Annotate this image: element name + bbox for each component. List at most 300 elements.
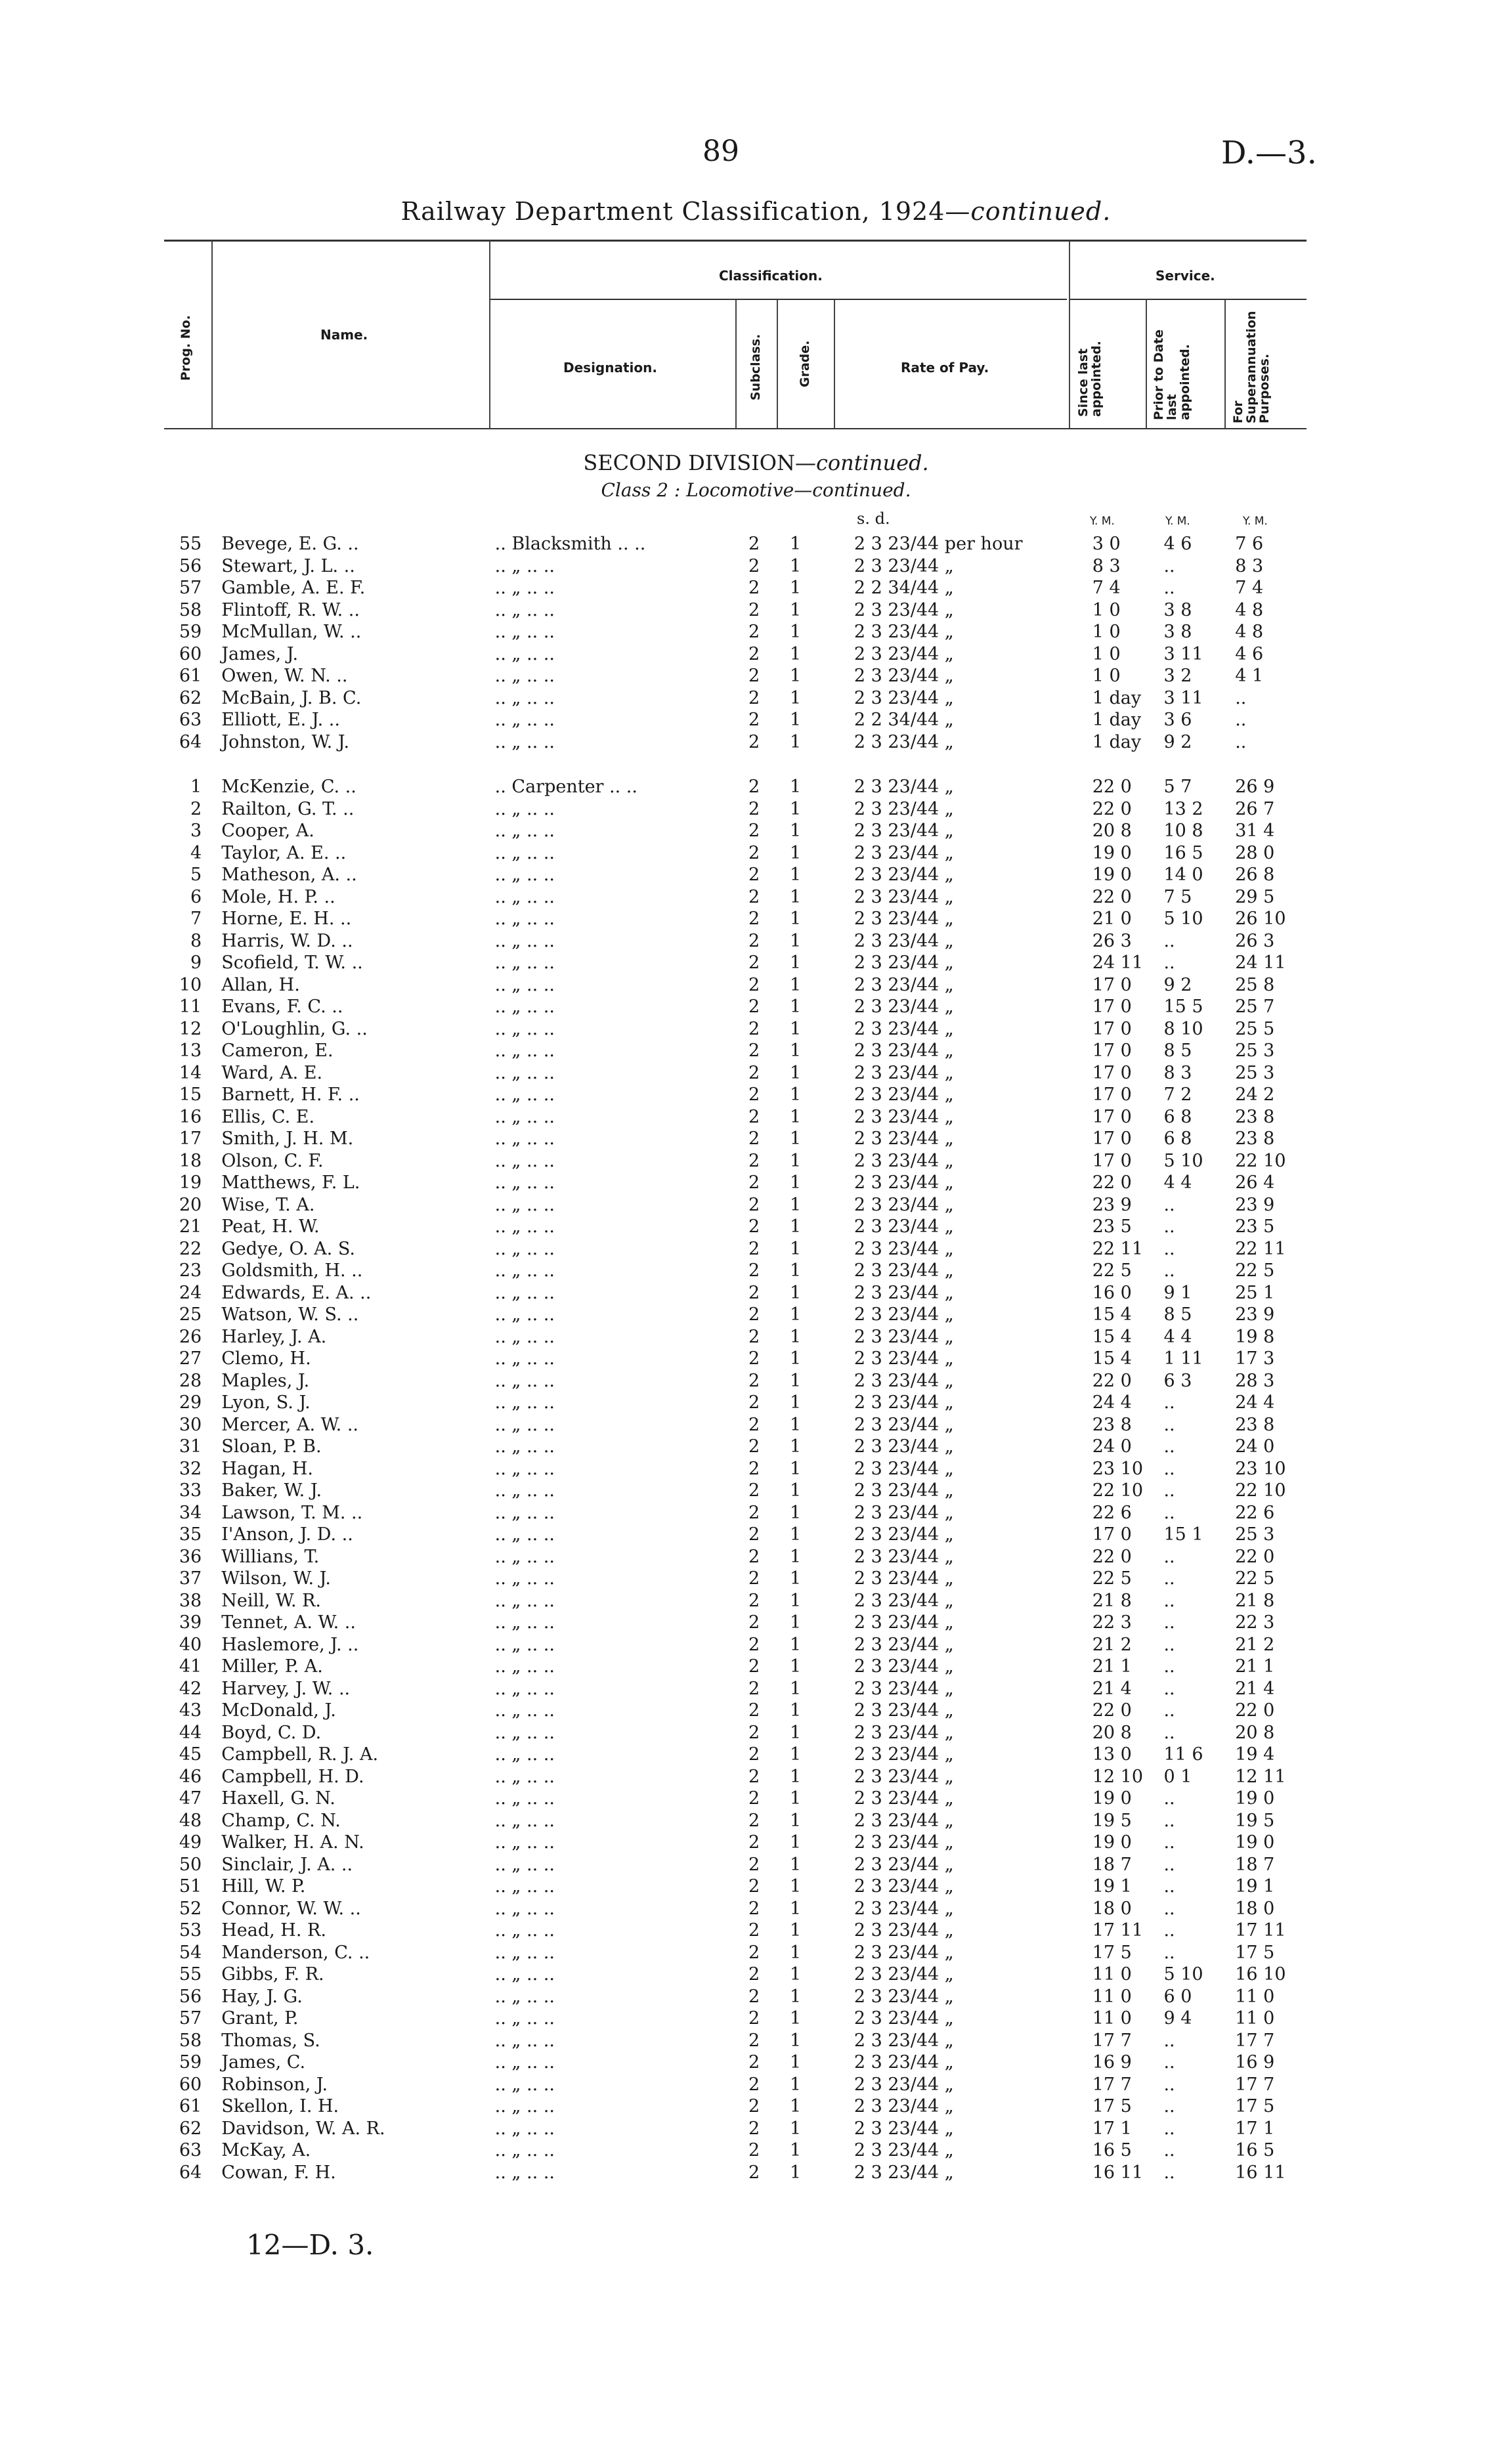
cell-prog: 7 xyxy=(190,909,202,929)
cell-desig: .. „ .. .. xyxy=(494,622,555,642)
cell-desig: .. „ .. .. xyxy=(494,1216,555,1237)
cell-c: 24 2 xyxy=(1235,1085,1275,1105)
cell-name: McKay, A. xyxy=(221,2140,311,2160)
table-row xyxy=(164,1304,1307,1326)
table-row xyxy=(164,842,1307,865)
cell-b: .. xyxy=(1163,2140,1175,2160)
cell-a: 21 8 xyxy=(1092,1590,1132,1611)
cell-rate: 2 3 23/44 „ xyxy=(853,1700,954,1721)
cell-sub: 2 xyxy=(748,1722,760,1743)
cell-grade: 1 xyxy=(789,865,802,885)
cell-desig: .. „ .. .. xyxy=(494,1480,555,1501)
cell-grade: 1 xyxy=(789,1502,802,1523)
cell-grade: 1 xyxy=(789,1788,802,1809)
cell-c: 17 11 xyxy=(1235,1920,1286,1941)
cell-sub: 2 xyxy=(748,798,760,819)
cell-desig: .. „ .. .. xyxy=(494,1458,555,1479)
cell-a: 8 3 xyxy=(1092,555,1121,576)
cell-desig: .. „ .. .. xyxy=(494,930,555,951)
cell-a: 22 0 xyxy=(1092,798,1132,819)
cell-grade: 1 xyxy=(789,2008,802,2029)
cell-grade: 1 xyxy=(789,666,802,686)
cell-prog: 57 xyxy=(179,2008,202,2029)
cell-desig: .. „ .. .. xyxy=(494,710,555,730)
cell-b: .. xyxy=(1163,2096,1175,2117)
cell-name: McBain, J. B. C. xyxy=(221,687,362,708)
cell-grade: 1 xyxy=(789,997,802,1017)
cell-grade: 1 xyxy=(789,1634,802,1655)
cell-grade: 1 xyxy=(789,1766,802,1787)
cell-desig: .. „ .. .. xyxy=(494,1590,555,1611)
cell-sub: 2 xyxy=(748,1876,760,1897)
cell-grade: 1 xyxy=(789,2140,802,2160)
cell-b: .. xyxy=(1163,1656,1175,1677)
cell-name: Harris, W. D. .. xyxy=(221,930,353,951)
cell-prog: 27 xyxy=(179,1348,202,1369)
cell-name: Campbell, R. J. A. xyxy=(221,1744,379,1765)
cell-b: .. xyxy=(1163,1854,1175,1875)
cell-a: 22 0 xyxy=(1092,1172,1132,1193)
cell-c: 18 0 xyxy=(1235,1898,1275,1919)
table-row xyxy=(164,1436,1307,1458)
cell-name: Smith, J. H. M. xyxy=(221,1128,354,1149)
cell-name: O'Loughlin, G. .. xyxy=(221,1018,368,1039)
cell-b: 11 6 xyxy=(1163,1744,1203,1765)
cell-a: 1 0 xyxy=(1092,622,1121,642)
cell-c: 22 11 xyxy=(1235,1238,1286,1259)
cell-rate: 2 3 23/44 „ xyxy=(853,1041,954,1061)
cell-sub: 2 xyxy=(748,666,760,686)
cell-rate: 2 3 23/44 „ xyxy=(853,1480,954,1501)
cell-grade: 1 xyxy=(789,1744,802,1765)
cell-desig: .. „ .. .. xyxy=(494,1788,555,1809)
table-row xyxy=(164,2118,1307,2140)
cell-b: 3 11 xyxy=(1163,687,1203,708)
cell-a: 22 0 xyxy=(1092,1546,1132,1567)
cell-c: 21 1 xyxy=(1235,1656,1275,1677)
col-super: For Superannuation Purposes. xyxy=(1231,311,1272,423)
cell-c: 23 10 xyxy=(1235,1458,1286,1479)
cell-desig: .. „ .. .. xyxy=(494,2096,555,2117)
cell-desig: .. „ .. .. xyxy=(494,909,555,929)
table-row xyxy=(164,1018,1307,1041)
cell-rate: 2 3 23/44 „ xyxy=(853,1414,954,1435)
cell-grade: 1 xyxy=(789,821,802,841)
cell-name: Manderson, C. .. xyxy=(221,1942,370,1963)
cell-grade: 1 xyxy=(789,1348,802,1369)
cell-c: 24 4 xyxy=(1235,1392,1275,1413)
cell-name: Johnston, W. J. xyxy=(221,731,350,752)
cell-desig: .. „ .. .. xyxy=(494,1744,555,1765)
cell-rate: 2 3 23/44 „ xyxy=(853,997,954,1017)
cell-name: Sinclair, J. A. .. xyxy=(221,1854,353,1875)
cell-sub: 2 xyxy=(748,1041,760,1061)
cell-b: .. xyxy=(1163,1260,1175,1281)
cell-c: .. xyxy=(1235,710,1247,730)
cell-sub: 2 xyxy=(748,1238,760,1259)
cell-name: Evans, F. C. .. xyxy=(221,997,343,1017)
cell-c: 11 0 xyxy=(1235,2008,1275,2029)
cell-sub: 2 xyxy=(748,886,760,907)
table-row xyxy=(164,2162,1307,2184)
cell-c: 19 0 xyxy=(1235,1832,1275,1853)
cell-desig: .. „ .. .. xyxy=(494,2052,555,2073)
cell-sub: 2 xyxy=(748,710,760,730)
cell-desig: .. „ .. .. xyxy=(494,1348,555,1369)
cell-prog: 48 xyxy=(179,1810,202,1831)
cell-desig: .. „ .. .. xyxy=(494,1106,555,1127)
cell-b: .. xyxy=(1163,1590,1175,1611)
cell-b: 9 2 xyxy=(1163,731,1192,752)
cell-b: 0 1 xyxy=(1163,1766,1192,1787)
cell-c: 16 5 xyxy=(1235,2140,1275,2160)
cell-a: 23 8 xyxy=(1092,1414,1132,1435)
cell-desig: .. „ .. .. xyxy=(494,842,555,863)
blacksmith-table xyxy=(164,533,1307,753)
cell-grade: 1 xyxy=(789,1700,802,1721)
cell-name: Ellis, C. E. xyxy=(221,1106,315,1127)
cell-b: 1 11 xyxy=(1163,1348,1203,1369)
cell-rate: 2 3 23/44 „ xyxy=(853,1722,954,1743)
cell-b: .. xyxy=(1163,1634,1175,1655)
col-divider xyxy=(777,300,778,428)
cell-desig: .. „ .. .. xyxy=(494,1634,555,1655)
cell-grade: 1 xyxy=(789,1854,802,1875)
table-row xyxy=(164,621,1307,643)
cell-b: .. xyxy=(1163,1920,1175,1941)
cell-c: 17 7 xyxy=(1235,2074,1275,2095)
cell-sub: 2 xyxy=(748,731,760,752)
table-row xyxy=(164,1722,1307,1744)
cell-sub: 2 xyxy=(748,1832,760,1853)
cell-grade: 1 xyxy=(789,1414,802,1435)
cell-sub: 2 xyxy=(748,1612,760,1633)
cell-prog: 62 xyxy=(179,2118,202,2139)
table-row xyxy=(164,555,1307,578)
cell-c: 24 0 xyxy=(1235,1436,1275,1457)
cell-grade: 1 xyxy=(789,1392,802,1413)
cell-b: .. xyxy=(1163,1216,1175,1237)
cell-rate: 2 3 23/44 „ xyxy=(853,622,954,642)
cell-grade: 1 xyxy=(789,534,802,554)
cell-desig: .. „ .. .. xyxy=(494,1546,555,1567)
cell-sub: 2 xyxy=(748,1128,760,1149)
cell-a: 17 0 xyxy=(1092,1524,1132,1545)
cell-a: 21 2 xyxy=(1092,1634,1132,1655)
cell-sub: 2 xyxy=(748,1986,760,2007)
cell-name: Hill, W. P. xyxy=(221,1876,306,1897)
cell-a: 19 0 xyxy=(1092,1788,1132,1809)
cell-name: Olson, C. F. xyxy=(221,1150,324,1171)
cell-desig: .. „ .. .. xyxy=(494,1964,555,1985)
table-row xyxy=(164,1942,1307,1964)
table-row xyxy=(164,908,1307,930)
table-row xyxy=(164,2030,1307,2052)
table-row xyxy=(164,1568,1307,1590)
cell-a: 22 6 xyxy=(1092,1502,1132,1523)
cell-c: 11 0 xyxy=(1235,1986,1275,2007)
cell-prog: 60 xyxy=(179,643,202,664)
cell-b: 3 6 xyxy=(1163,710,1192,730)
cell-name: Harley, J. A. xyxy=(221,1326,327,1347)
cell-grade: 1 xyxy=(789,555,802,576)
cell-sub: 2 xyxy=(748,821,760,841)
cell-rate: 2 3 23/44 „ xyxy=(853,2052,954,2073)
cell-name: James, J. xyxy=(221,643,299,664)
cell-rate: 2 3 23/44 „ xyxy=(853,1194,954,1215)
cell-rate: 2 3 23/44 „ xyxy=(853,1898,954,1919)
header-bottom-rule xyxy=(164,428,1307,429)
cell-sub: 2 xyxy=(748,1502,760,1523)
cell-sub: 2 xyxy=(748,1568,760,1589)
cell-a: 11 0 xyxy=(1092,1986,1132,2007)
cell-desig: .. „ .. .. xyxy=(494,1854,555,1875)
cell-a: 24 4 xyxy=(1092,1392,1132,1413)
cell-name: Stewart, J. L. .. xyxy=(221,555,355,576)
cell-c: 17 5 xyxy=(1235,2096,1275,2117)
cell-b: 16 5 xyxy=(1163,842,1203,863)
cell-name: Boyd, C. D. xyxy=(221,1722,322,1743)
cell-b: 4 4 xyxy=(1163,1326,1192,1347)
cell-name: Cowan, F. H. xyxy=(221,2162,336,2183)
table-row xyxy=(164,1766,1307,1788)
cell-a: 19 1 xyxy=(1092,1876,1132,1897)
cell-grade: 1 xyxy=(789,687,802,708)
cell-name: Sloan, P. B. xyxy=(221,1436,322,1457)
cell-rate: 2 3 23/44 „ xyxy=(853,555,954,576)
cell-sub: 2 xyxy=(748,777,760,797)
cell-b: .. xyxy=(1163,1722,1175,1743)
cell-sub: 2 xyxy=(748,2030,760,2051)
cell-b: .. xyxy=(1163,2118,1175,2139)
cell-name: Flintoff, R. W. .. xyxy=(221,599,360,620)
classification-rule xyxy=(489,299,1067,300)
cell-grade: 1 xyxy=(789,974,802,995)
division-name: SECOND DIVISION— xyxy=(583,450,816,475)
cell-name: Neill, W. R. xyxy=(221,1590,322,1611)
cell-a: 22 5 xyxy=(1092,1260,1132,1281)
cell-prog: 60 xyxy=(179,2074,202,2095)
cell-name: Harvey, J. W. .. xyxy=(221,1678,351,1699)
cell-c: 26 3 xyxy=(1235,930,1275,951)
cell-c: 4 8 xyxy=(1235,599,1264,620)
cell-b: 10 8 xyxy=(1163,821,1203,841)
cell-c: 22 3 xyxy=(1235,1612,1275,1633)
cell-a: 17 0 xyxy=(1092,997,1132,1017)
cell-name: Barnett, H. F. .. xyxy=(221,1085,360,1105)
cell-sub: 2 xyxy=(748,1348,760,1369)
table-row xyxy=(164,1788,1307,1810)
cell-desig: .. „ .. .. xyxy=(494,2162,555,2183)
cell-prog: 26 xyxy=(179,1326,202,1347)
cell-grade: 1 xyxy=(789,1106,802,1127)
cell-prog: 31 xyxy=(179,1436,202,1457)
cell-grade: 1 xyxy=(789,2096,802,2117)
cell-c: 26 9 xyxy=(1235,777,1275,797)
cell-prog: 49 xyxy=(179,1832,202,1853)
cell-desig: .. „ .. .. xyxy=(494,1018,555,1039)
cell-c: 28 3 xyxy=(1235,1370,1275,1391)
cell-rate: 2 3 23/44 „ xyxy=(853,1678,954,1699)
cell-c: 17 7 xyxy=(1235,2030,1275,2051)
cell-name: Haslemore, J. .. xyxy=(221,1634,359,1655)
cell-b: 3 8 xyxy=(1163,622,1192,642)
cell-b: .. xyxy=(1163,1700,1175,1721)
cell-b: .. xyxy=(1163,1194,1175,1215)
table-row xyxy=(164,1260,1307,1282)
cell-name: Goldsmith, H. .. xyxy=(221,1260,363,1281)
cell-grade: 1 xyxy=(789,578,802,598)
cell-b: 9 4 xyxy=(1163,2008,1192,2029)
cell-c: 19 8 xyxy=(1235,1326,1275,1347)
col-divider xyxy=(834,300,835,428)
cell-prog: 28 xyxy=(179,1370,202,1391)
cell-prog: 64 xyxy=(179,2162,202,2183)
table-row xyxy=(164,577,1307,599)
table-row xyxy=(164,1392,1307,1414)
cell-name: Railton, G. T. .. xyxy=(221,798,355,819)
cell-b: 7 2 xyxy=(1163,1085,1192,1105)
cell-sub: 2 xyxy=(748,1194,760,1215)
cell-a: 19 0 xyxy=(1092,842,1132,863)
cell-prog: 47 xyxy=(179,1788,202,1809)
cell-prog: 55 xyxy=(179,534,202,554)
table-row xyxy=(164,1546,1307,1568)
cell-sub: 2 xyxy=(748,1326,760,1347)
col-divider xyxy=(211,241,213,428)
cell-desig: .. „ .. .. xyxy=(494,1832,555,1853)
table-row xyxy=(164,1172,1307,1194)
cell-b: 4 4 xyxy=(1163,1172,1192,1193)
cell-desig: .. „ .. .. xyxy=(494,1260,555,1281)
cell-grade: 1 xyxy=(789,1085,802,1105)
cell-prog: 1 xyxy=(190,777,202,797)
cell-name: Allan, H. xyxy=(221,974,300,995)
cell-b: .. xyxy=(1163,953,1175,973)
division-heading xyxy=(0,450,1512,475)
cell-name: McMullan, W. .. xyxy=(221,622,362,642)
cell-c: 31 4 xyxy=(1235,821,1275,841)
cell-rate: 2 3 23/44 „ xyxy=(853,1216,954,1237)
cell-name: Horne, E. H. .. xyxy=(221,909,352,929)
cell-sub: 2 xyxy=(748,1304,760,1325)
cell-sub: 2 xyxy=(748,1480,760,1501)
cell-a: 7 4 xyxy=(1092,578,1121,598)
cell-grade: 1 xyxy=(789,1436,802,1457)
cell-desig: .. „ .. .. xyxy=(494,997,555,1017)
cell-sub: 2 xyxy=(748,1546,760,1567)
cell-a: 17 0 xyxy=(1092,1106,1132,1127)
cell-prog: 14 xyxy=(179,1062,202,1083)
cell-rate: 2 3 23/44 „ xyxy=(853,1942,954,1963)
cell-rate: 2 2 34/44 „ xyxy=(853,710,954,730)
cell-b: .. xyxy=(1163,1788,1175,1809)
cell-name: Davidson, W. A. R. xyxy=(221,2118,385,2139)
cell-prog: 58 xyxy=(179,2030,202,2051)
cell-prog: 64 xyxy=(179,731,202,752)
cell-desig: .. „ .. .. xyxy=(494,643,555,664)
cell-a: 19 0 xyxy=(1092,865,1132,885)
cell-sub: 2 xyxy=(748,2118,760,2139)
cell-desig: .. „ .. .. xyxy=(494,1502,555,1523)
cell-grade: 1 xyxy=(789,1722,802,1743)
table-row xyxy=(164,1744,1307,1766)
cell-prog: 19 xyxy=(179,1172,202,1193)
cell-b: .. xyxy=(1163,2052,1175,2073)
table-row xyxy=(164,2008,1307,2030)
cell-b: 4 6 xyxy=(1163,534,1192,554)
cell-a: 1 0 xyxy=(1092,643,1121,664)
table-row xyxy=(164,1458,1307,1480)
cell-prog: 63 xyxy=(179,710,202,730)
table-row xyxy=(164,1920,1307,1942)
cell-b: 6 8 xyxy=(1163,1128,1192,1149)
col-divider xyxy=(1146,300,1147,428)
cell-desig: .. „ .. .. xyxy=(494,1656,555,1677)
table-row xyxy=(164,643,1307,666)
cell-a: 24 0 xyxy=(1092,1436,1132,1457)
cell-c: 22 10 xyxy=(1235,1150,1286,1171)
cell-sub: 2 xyxy=(748,1766,760,1787)
cell-sub: 2 xyxy=(748,974,760,995)
cell-rate: 2 3 23/44 „ xyxy=(853,1172,954,1193)
cell-desig: .. „ .. .. xyxy=(494,1876,555,1897)
cell-rate: 2 3 23/44 „ xyxy=(853,1524,954,1545)
cell-name: Campbell, H. D. xyxy=(221,1766,364,1787)
cell-c: 23 5 xyxy=(1235,1216,1275,1237)
cell-grade: 1 xyxy=(789,1260,802,1281)
cell-b: .. xyxy=(1163,1414,1175,1435)
cell-name: Tennet, A. W. .. xyxy=(221,1612,356,1633)
cell-prog: 34 xyxy=(179,1502,202,1523)
cell-c: 25 3 xyxy=(1235,1524,1275,1545)
cell-b: .. xyxy=(1163,1876,1175,1897)
cell-name: Head, H. R. xyxy=(221,1920,326,1941)
cell-c: 24 11 xyxy=(1235,953,1286,973)
cell-sub: 2 xyxy=(748,1392,760,1413)
cell-b: .. xyxy=(1163,1436,1175,1457)
cell-rate: 2 3 23/44 „ xyxy=(853,687,954,708)
cell-c: 25 1 xyxy=(1235,1282,1275,1303)
cell-desig: .. „ .. .. xyxy=(494,1766,555,1787)
cell-b: 13 2 xyxy=(1163,798,1203,819)
cell-desig: .. „ .. .. xyxy=(494,1436,555,1457)
cell-prog: 46 xyxy=(179,1766,202,1787)
cell-c: 19 4 xyxy=(1235,1744,1275,1765)
cell-desig: .. Blacksmith .. .. xyxy=(494,534,646,554)
cell-c: 28 0 xyxy=(1235,842,1275,863)
cell-grade: 1 xyxy=(789,1678,802,1699)
cell-grade: 1 xyxy=(789,1458,802,1479)
cell-desig: .. „ .. .. xyxy=(494,555,555,576)
cell-rate: 2 3 23/44 „ xyxy=(853,1458,954,1479)
cell-rate: 2 3 23/44 „ xyxy=(853,821,954,841)
cell-grade: 1 xyxy=(789,1172,802,1193)
table-row xyxy=(164,886,1307,909)
cell-name: Lawson, T. M. .. xyxy=(221,1502,363,1523)
cell-c: 12 11 xyxy=(1235,1766,1286,1787)
cell-c: 23 8 xyxy=(1235,1414,1275,1435)
cell-b: 5 7 xyxy=(1163,777,1192,797)
cell-grade: 1 xyxy=(789,1832,802,1853)
cell-sub: 2 xyxy=(748,865,760,885)
cell-grade: 1 xyxy=(789,710,802,730)
cell-desig: .. „ .. .. xyxy=(494,1150,555,1171)
cell-desig: .. „ .. .. xyxy=(494,2074,555,2095)
cell-rate: 2 3 23/44 „ xyxy=(853,1260,954,1281)
cell-b: .. xyxy=(1163,1392,1175,1413)
cell-a: 17 7 xyxy=(1092,2030,1132,2051)
